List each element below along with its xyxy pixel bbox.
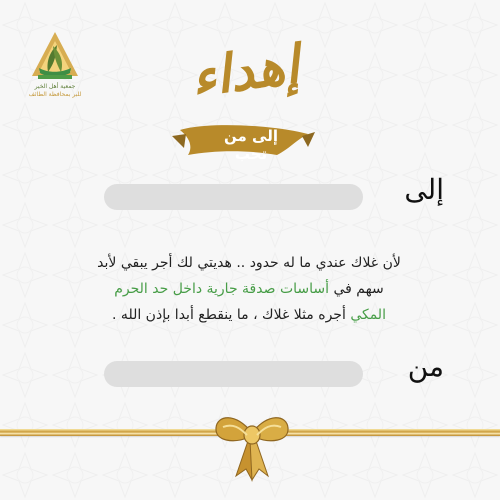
- message-line-3-highlight: المكي: [350, 307, 386, 323]
- from-row: [104, 350, 444, 387]
- from-name-field[interactable]: [104, 361, 363, 387]
- from-label: من: [407, 350, 444, 383]
- message-line-2: [69, 276, 429, 303]
- title-main: إهداء: [187, 33, 303, 110]
- logo-line-1: جمعية أهل الخير: [34, 83, 76, 90]
- to-label: إلى: [404, 173, 444, 206]
- message-line-1: لأن غلاك عندي ما له حدود .. هديتي لك أجر يبقي لأبد: [97, 255, 401, 271]
- message-line-3-rest: أجره مثلا غلاك ، ما ينقطع أبدا بإذن الله .: [112, 307, 346, 323]
- message-line-2-highlight: أساسات صدقة جارية داخل حد الحرم: [114, 281, 330, 297]
- logo-text: [18, 83, 92, 99]
- message-line-2-prefix: سهم في: [333, 281, 384, 297]
- gift-bow-icon: [207, 392, 297, 482]
- to-name-field[interactable]: [104, 184, 363, 210]
- message-line-3: [69, 302, 429, 329]
- to-row: [104, 173, 444, 210]
- gift-title: [170, 33, 320, 163]
- logo-line-2: للبر بمحافظة الطائف: [28, 91, 82, 98]
- ribbon-text: إلى من تحب: [224, 127, 278, 163]
